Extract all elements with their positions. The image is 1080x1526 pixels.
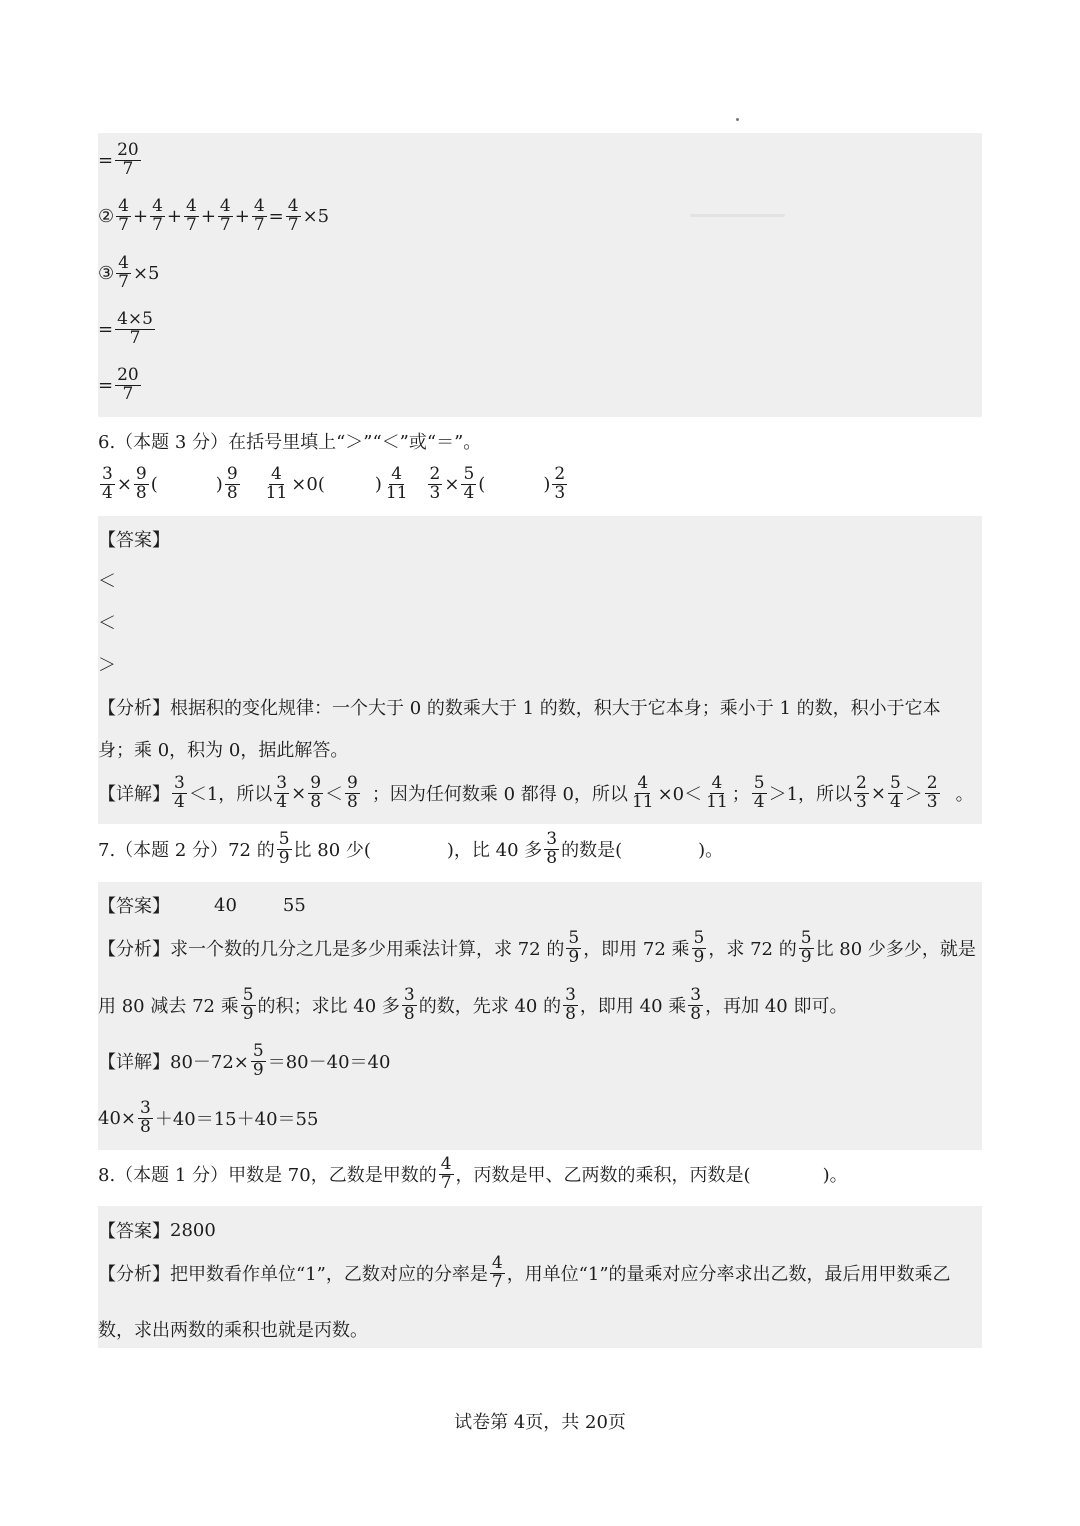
fraction-numerator: 4 xyxy=(711,773,723,793)
fraction-denominator: 11 xyxy=(385,482,408,503)
fraction-denominator: 9 xyxy=(242,1003,254,1024)
text-run: + xyxy=(166,205,182,227)
text-run: = xyxy=(98,318,114,340)
fraction-denominator: 4 xyxy=(889,791,901,812)
text-run: ( xyxy=(478,473,486,495)
fraction xyxy=(241,987,256,1024)
fraction-numerator: 2 xyxy=(926,773,938,793)
fraction-denominator: 7 xyxy=(219,214,231,235)
fraction xyxy=(252,198,267,235)
fraction-denominator: 3 xyxy=(554,482,566,503)
fraction-denominator: 3 xyxy=(856,791,867,812)
q8-analysis-line-2 xyxy=(98,1316,368,1342)
text-run: 【分析】 xyxy=(98,698,170,719)
text-run: 80－72× xyxy=(170,1052,249,1074)
fraction xyxy=(115,367,141,404)
text-run: 7.（本题 2 分）72 的 xyxy=(98,840,275,862)
text-run: )。 xyxy=(822,1165,848,1187)
q6-answer-3 xyxy=(98,651,116,677)
q8-analysis-line-1 xyxy=(98,1255,951,1292)
fraction-numerator: 3 xyxy=(690,985,702,1005)
fraction-denominator: 8 xyxy=(690,1003,702,1024)
text-run: 8.（本题 1 分）甲数是 70，乙数是甲数的 xyxy=(98,1165,437,1187)
fraction xyxy=(428,466,443,503)
text-run: )。 xyxy=(698,840,724,862)
fraction xyxy=(688,987,703,1024)
fraction-denominator: 7 xyxy=(491,1271,503,1292)
q6-title xyxy=(98,428,481,454)
fraction-denominator: 4 xyxy=(174,791,185,812)
fraction-numerator: 20 xyxy=(117,365,139,385)
text-run: ，再加 40 即可。 xyxy=(705,996,848,1018)
fraction-denominator: 11 xyxy=(706,791,728,812)
text-run: = xyxy=(98,149,114,171)
text-run: ＜ xyxy=(98,571,116,592)
q5-result-line-1 xyxy=(98,142,143,179)
text-run: ＞ xyxy=(904,784,923,806)
fraction-numerator: 4 xyxy=(491,1253,503,1273)
fraction xyxy=(552,466,567,503)
fraction-numerator: 3 xyxy=(102,464,113,484)
fraction-denominator: 7 xyxy=(129,327,141,348)
q7-detail-line-2 xyxy=(98,1100,318,1137)
fraction xyxy=(692,930,707,967)
q6-analysis-line-2 xyxy=(98,736,348,762)
fraction-numerator: 9 xyxy=(310,773,322,793)
text-run: × xyxy=(291,782,307,804)
q5-result-line-2 xyxy=(98,311,157,348)
text-run: × xyxy=(870,782,886,804)
text-run: ② xyxy=(98,205,115,227)
text-run: 数，求出两数的乘积也就是丙数。 xyxy=(98,1320,368,1341)
fraction-numerator: 5 xyxy=(889,773,901,793)
text-run: ，即用 40 乘 xyxy=(579,996,687,1018)
fraction-numerator: 2 xyxy=(554,464,566,484)
text-run: × xyxy=(116,473,132,495)
fraction-denominator: 4 xyxy=(102,482,113,503)
text-run: 的数是( xyxy=(561,840,623,862)
fraction-numerator: 4 xyxy=(440,1154,452,1174)
text-run: 【答案】 xyxy=(98,1221,170,1242)
text-run: 【答案】 xyxy=(98,896,170,917)
text-run: ＞ xyxy=(98,655,116,676)
q8-title xyxy=(98,1156,848,1193)
fraction xyxy=(218,198,233,235)
fraction xyxy=(490,1255,505,1292)
fraction-denominator: 9 xyxy=(800,946,812,967)
text-run: ＜ xyxy=(98,613,116,634)
text-run: ，求 72 的 xyxy=(708,939,797,961)
q7-detail-line-1 xyxy=(98,1043,390,1080)
fraction-numerator: 5 xyxy=(753,773,765,793)
q8-answer xyxy=(98,1217,216,1243)
fraction-denominator: 7 xyxy=(253,214,265,235)
text-run: ＜1，所以 xyxy=(188,784,273,806)
fraction-denominator: 7 xyxy=(152,214,163,235)
fraction xyxy=(100,466,115,503)
fraction-numerator: 9 xyxy=(226,464,238,484)
fraction xyxy=(563,987,578,1024)
fraction xyxy=(566,930,581,967)
fraction-numerator: 4 xyxy=(152,196,163,216)
fraction-numerator: 4×5 xyxy=(117,309,153,329)
fraction xyxy=(138,1100,153,1137)
q7-analysis-line-1 xyxy=(98,930,976,967)
text-run: 的数，先求 40 的 xyxy=(418,996,562,1018)
text-run: ＜ xyxy=(325,784,344,806)
fraction-denominator: 7 xyxy=(440,1172,452,1193)
fraction-numerator: 4 xyxy=(118,253,129,273)
text-run: ×0＜ xyxy=(657,784,703,806)
fraction xyxy=(116,198,131,235)
text-run: = xyxy=(268,205,284,227)
text-run: 【答案】 xyxy=(98,530,170,551)
q5-step-3 xyxy=(98,255,160,292)
fraction xyxy=(277,831,292,868)
text-run: ，丙数是甲、乙两数的乘积，丙数是( xyxy=(455,1165,751,1187)
text-run: 根据积的变化规律：一个大于 0 的数乘大于 1 的数，积大于它本身；乘小于 1 的数，积小于它本 xyxy=(170,698,941,719)
fraction xyxy=(854,775,869,812)
q7-analysis-line-2 xyxy=(98,987,847,1024)
q6-answer-1 xyxy=(98,567,116,593)
fraction xyxy=(752,775,767,812)
fraction-numerator: 5 xyxy=(568,928,580,948)
fraction xyxy=(925,775,940,812)
fraction-numerator: 4 xyxy=(391,464,403,484)
text-run: 比 80 少( xyxy=(293,840,371,862)
text-run: 把甲数看作单位“1”，乙数对应的分率是 xyxy=(170,1264,488,1286)
fraction xyxy=(402,987,417,1024)
fraction-denominator: 7 xyxy=(185,214,197,235)
text-run: ) xyxy=(215,473,223,495)
text-run: + xyxy=(200,205,216,227)
page-footer: 试卷第 4页，共 20页 xyxy=(454,1412,626,1433)
fraction-numerator: 5 xyxy=(252,1041,264,1061)
fraction-numerator: 3 xyxy=(174,773,185,793)
text-run: 【详解】 xyxy=(98,784,170,806)
text-run: ③ xyxy=(98,262,115,284)
text-run: 求一个数的几分之几是多少用乘法计算，求 72 的 xyxy=(170,939,565,961)
fraction xyxy=(799,930,814,967)
fraction-numerator: 5 xyxy=(800,928,812,948)
fraction-denominator: 4 xyxy=(753,791,765,812)
text-run: = xyxy=(98,374,114,396)
fraction-numerator: 3 xyxy=(140,1098,151,1118)
text-run: ) xyxy=(543,473,551,495)
text-run: 2800 xyxy=(170,1219,216,1241)
text-run: ×0 xyxy=(291,473,318,495)
fraction xyxy=(704,775,730,812)
fraction xyxy=(150,198,165,235)
fraction-numerator: 2 xyxy=(429,464,441,484)
text-run: 【分析】 xyxy=(98,1264,170,1286)
q6-items xyxy=(98,466,569,503)
fraction-numerator: 3 xyxy=(565,985,576,1005)
text-run: ×5 xyxy=(302,205,330,227)
fraction xyxy=(134,466,149,503)
fraction-numerator: 5 xyxy=(463,464,475,484)
q6-analysis-line-1 xyxy=(98,694,941,720)
text-run: ，即用 72 乘 xyxy=(583,939,690,961)
fraction-denominator: 4 xyxy=(463,482,475,503)
fraction xyxy=(274,775,289,812)
text-run: ＞1，所以 xyxy=(768,784,853,806)
fraction-denominator: 11 xyxy=(631,791,654,812)
fraction-numerator: 9 xyxy=(135,464,147,484)
fraction-denominator: 8 xyxy=(347,791,358,812)
text-run: 【详解】 xyxy=(98,1052,170,1074)
fraction-numerator: 2 xyxy=(856,773,867,793)
fraction xyxy=(251,1043,266,1080)
fraction xyxy=(630,775,656,812)
text-run: 比 80 少多少，就是 xyxy=(815,939,976,961)
fraction-denominator: 8 xyxy=(403,1003,415,1024)
text-run: + xyxy=(234,205,250,227)
text-run: + xyxy=(132,205,149,227)
fraction-denominator: 8 xyxy=(140,1116,151,1137)
fraction xyxy=(172,775,187,812)
text-run: 55 xyxy=(282,894,306,916)
fraction xyxy=(225,466,240,503)
text-run: × xyxy=(444,473,460,495)
q6-answer-2 xyxy=(98,609,116,635)
fraction-denominator: 11 xyxy=(265,482,288,503)
fraction-numerator: 5 xyxy=(693,928,705,948)
fraction-denominator: 8 xyxy=(226,482,238,503)
fraction xyxy=(286,198,301,235)
text-run: 用 80 减去 72 乘 xyxy=(98,996,239,1018)
fraction xyxy=(116,255,131,292)
fraction-denominator: 7 xyxy=(122,383,134,404)
fraction-denominator: 9 xyxy=(278,847,290,868)
fraction xyxy=(115,311,155,348)
text-run: 40× xyxy=(98,1107,136,1129)
fraction-numerator: 5 xyxy=(242,985,254,1005)
scan-smudge xyxy=(690,214,785,217)
fraction-denominator: 8 xyxy=(565,1003,576,1024)
fraction-numerator: 4 xyxy=(118,196,129,216)
q7-answer xyxy=(98,892,306,918)
q5-result-line-3 xyxy=(98,367,143,404)
fraction-numerator: 4 xyxy=(253,196,265,216)
fraction xyxy=(115,142,141,179)
q6-answer-label xyxy=(98,526,170,552)
fraction-numerator: 4 xyxy=(637,773,649,793)
fraction-numerator: 20 xyxy=(117,140,139,160)
text-run: ，用单位“1”的量乘对应分率求出乙数，最后用甲数乘乙 xyxy=(506,1264,951,1286)
fraction xyxy=(461,466,476,503)
text-run: ＋40＝15＋40＝55 xyxy=(154,1109,319,1131)
fraction-denominator: 3 xyxy=(429,482,441,503)
fraction xyxy=(544,831,559,868)
text-run: ) xyxy=(374,473,382,495)
text-run: ×5 xyxy=(132,262,160,284)
fraction-numerator: 3 xyxy=(276,773,288,793)
fraction xyxy=(308,775,323,812)
text-run: 的积；求比 40 多 xyxy=(257,996,400,1018)
text-run: 身；乘 0，积为 0，据此解答。 xyxy=(98,740,349,761)
fraction-numerator: 4 xyxy=(271,464,282,484)
fraction xyxy=(264,466,290,503)
fraction-numerator: 4 xyxy=(219,196,231,216)
fraction xyxy=(184,198,199,235)
text-run: ＝80－40＝40 xyxy=(267,1052,391,1074)
text-run: 。 xyxy=(955,784,974,806)
fraction-denominator: 4 xyxy=(276,791,288,812)
fraction xyxy=(384,466,410,503)
fraction-numerator: 3 xyxy=(403,985,415,1005)
scan-dot xyxy=(736,118,739,121)
q6-detail xyxy=(98,775,974,812)
fraction-denominator: 8 xyxy=(546,847,558,868)
text-run: 40 xyxy=(214,894,237,916)
fraction-denominator: 7 xyxy=(118,271,129,292)
fraction-denominator: 7 xyxy=(122,158,134,179)
fraction-denominator: 7 xyxy=(118,214,129,235)
text-run: ； xyxy=(731,784,750,806)
fraction-denominator: 9 xyxy=(568,946,580,967)
fraction-denominator: 9 xyxy=(693,946,705,967)
q5-step-2 xyxy=(98,198,329,235)
fraction-denominator: 3 xyxy=(926,791,938,812)
fraction xyxy=(888,775,903,812)
fraction xyxy=(439,1156,454,1193)
fraction-denominator: 9 xyxy=(252,1059,264,1080)
fraction-numerator: 3 xyxy=(546,829,558,849)
text-run: ( xyxy=(150,473,158,495)
text-run: ( xyxy=(317,473,325,495)
text-run: )，比 40 多 xyxy=(446,840,543,862)
fraction-numerator: 5 xyxy=(278,829,290,849)
fraction-numerator: 9 xyxy=(347,773,358,793)
text-run: ；因为任何数乘 0 都得 0，所以 xyxy=(371,784,628,806)
fraction-denominator: 8 xyxy=(310,791,322,812)
text-run: 【分析】 xyxy=(98,939,170,961)
q7-title xyxy=(98,831,723,868)
fraction-numerator: 4 xyxy=(287,196,299,216)
fraction-denominator: 7 xyxy=(287,214,299,235)
fraction xyxy=(345,775,360,812)
fraction-numerator: 4 xyxy=(185,196,197,216)
answer-block-q5 xyxy=(98,133,982,417)
text-run: 6.（本题 3 分）在括号里填上“＞”“＜”或“＝”。 xyxy=(98,432,482,453)
fraction-denominator: 8 xyxy=(135,482,147,503)
